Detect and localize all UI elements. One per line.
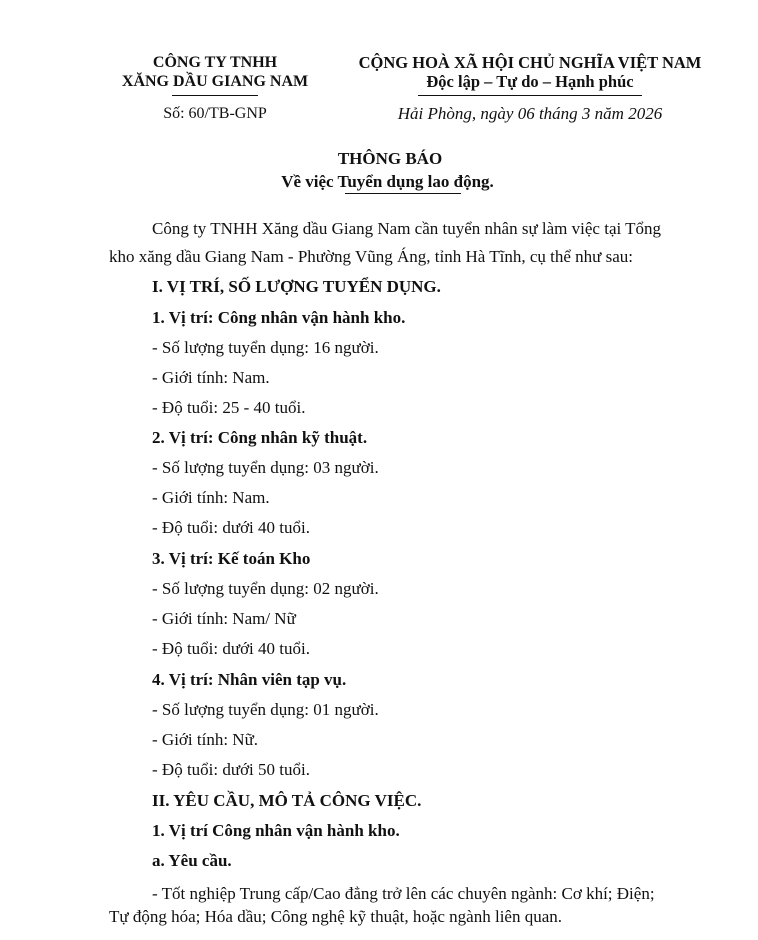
position-4-title: 4. Vị trí: Nhân viên tạp vụ. xyxy=(152,670,347,689)
place-date: Hải Phòng, ngày 06 tháng 3 năm 2026 xyxy=(397,104,663,123)
position-3-age: - Độ tuổi: dưới 40 tuổi. xyxy=(152,639,310,658)
notice-subject-main: Tuyển dụng lao động. xyxy=(337,172,494,191)
position-3-gender: - Giới tính: Nam/ Nữ xyxy=(152,609,296,628)
position-1-gender: - Giới tính: Nam. xyxy=(152,368,270,387)
notice-subject-prefix: Về việc xyxy=(281,172,338,191)
intro-line-1: Công ty TNHH Xăng dầu Giang Nam cần tuyển nhân sự làm việc tại Tổng xyxy=(152,219,662,238)
section-2-heading: II. YÊU CẦU, MÔ TẢ CÔNG VIỆC. xyxy=(152,791,422,810)
company-name-line1: CÔNG TY TNHH xyxy=(152,54,278,71)
position-2-title: 2. Vị trí: Công nhân kỹ thuật. xyxy=(152,428,368,447)
section-2-requirements-heading: a. Yêu cầu. xyxy=(152,851,232,870)
position-2-quantity: - Số lượng tuyển dụng: 03 người. xyxy=(152,458,379,477)
position-4-age: - Độ tuổi: dưới 50 tuổi. xyxy=(152,760,310,779)
intro-line-2: kho xăng dầu Giang Nam - Phường Vũng Áng, tỉnh Hà Tĩnh, cụ thể như sau: xyxy=(109,247,633,266)
position-4-gender: - Giới tính: Nữ. xyxy=(152,730,259,749)
company-name-line2: XĂNG DẦU GIANG NAM xyxy=(121,73,309,90)
nation-title: CỘNG HOÀ XÃ HỘI CHỦ NGHĨA VIỆT NAM xyxy=(358,53,702,72)
position-1-quantity: - Số lượng tuyển dụng: 16 người. xyxy=(152,338,379,357)
position-1-title: 1. Vị trí: Công nhân vận hành kho. xyxy=(152,308,406,327)
notice-title: THÔNG BÁO xyxy=(337,149,443,168)
position-3-quantity: - Số lượng tuyển dụng: 02 người. xyxy=(152,579,379,598)
position-4-quantity: - Số lượng tuyển dụng: 01 người. xyxy=(152,700,379,719)
company-underline xyxy=(172,95,258,96)
position-3-title: 3. Vị trí: Kế toán Kho xyxy=(152,549,311,568)
document-number: Số: 60/TB-GNP xyxy=(163,105,267,122)
section-1-heading: I. VỊ TRÍ, SỐ LƯỢNG TUYỂN DỤNG. xyxy=(152,277,441,296)
position-2-gender: - Giới tính: Nam. xyxy=(152,488,270,507)
motto-underline xyxy=(418,95,642,96)
requirement-line-1: - Tốt nghiệp Trung cấp/Cao đẳng trở lên các chuyên ngành: Cơ khí; Điện; xyxy=(152,884,655,903)
section-2-subheading-1: 1. Vị trí Công nhân vận hành kho. xyxy=(152,821,400,840)
position-1-age: - Độ tuổi: 25 - 40 tuổi. xyxy=(152,398,306,417)
title-underline xyxy=(345,193,461,194)
notice-subject xyxy=(0,172,758,192)
requirement-line-2: Tự động hóa; Hóa dầu; Công nghệ kỹ thuật, hoặc ngành liên quan. xyxy=(109,907,563,926)
position-2-age: - Độ tuổi: dưới 40 tuổi. xyxy=(152,518,310,537)
nation-motto: Độc lập – Tự do – Hạnh phúc xyxy=(426,72,634,91)
